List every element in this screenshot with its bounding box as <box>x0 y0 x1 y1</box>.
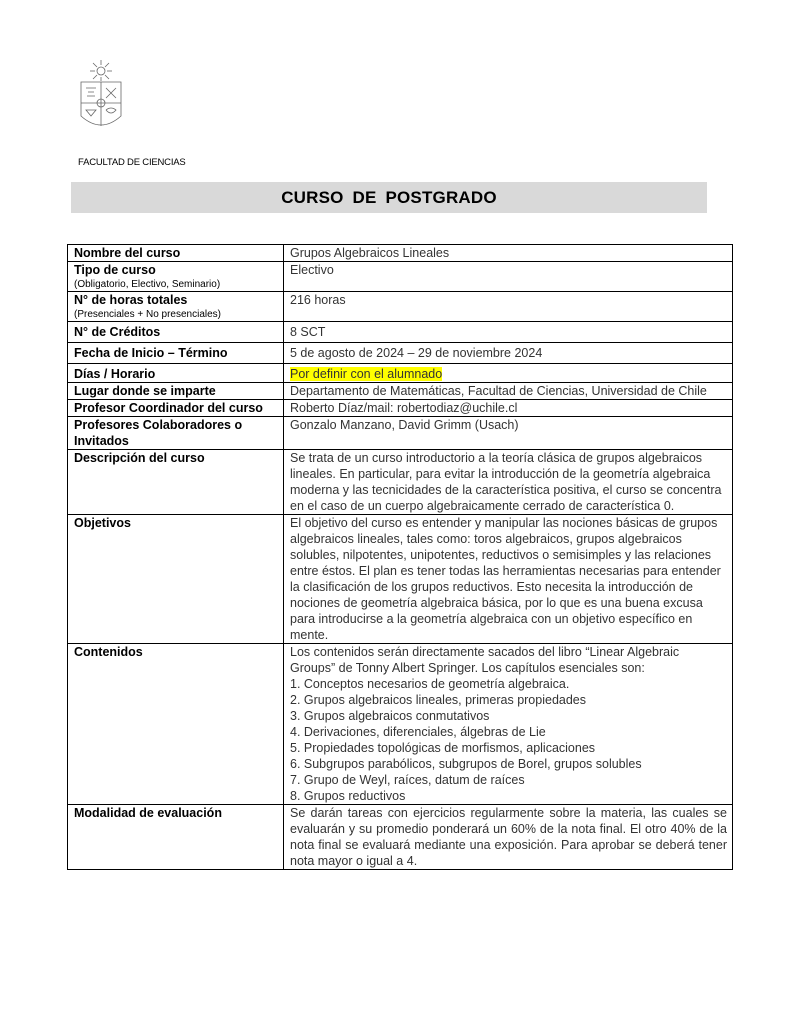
list-item: 1. Conceptos necesarios de geometría algebraica. <box>290 677 570 691</box>
row-label <box>68 805 284 870</box>
row-label <box>68 322 284 343</box>
label-text: Lugar donde se imparte <box>74 384 216 398</box>
row-value: Departamento de Matemáticas, Facultad de Ciencias, Universidad de Chile <box>284 383 733 400</box>
label-text: Objetivos <box>74 516 131 530</box>
row-label <box>68 644 284 805</box>
table-row <box>68 400 733 417</box>
label-text: Modalidad de evaluación <box>74 806 222 820</box>
label-text: Contenidos <box>74 645 143 659</box>
list-item: 6. Subgrupos parabólicos, subgrupos de Borel, grupos solubles <box>290 757 642 771</box>
list-item: 8. Grupos reductivos <box>290 789 406 803</box>
row-value <box>284 364 733 383</box>
row-label <box>68 515 284 644</box>
row-value: Se trata de un curso introductorio a la teoría clásica de grupos algebraicos lineales. En particular, para evitar la introducción de la geometría algebraica moderna y las tecnicidades de la característica positiva, el curso se concentra en el caso de un cuerpo algebraicamente cerrado de característica 0. <box>284 450 733 515</box>
row-label <box>68 417 284 450</box>
row-label <box>68 364 284 383</box>
table-row <box>68 450 733 515</box>
row-value: Electivo <box>284 262 733 292</box>
list-item: 5. Propiedades topológicas de morfismos, aplicaciones <box>290 741 596 755</box>
row-label <box>68 262 284 292</box>
row-value: Gonzalo Manzano, David Grimm (Usach) <box>284 417 733 450</box>
label-text: Descripción del curso <box>74 451 205 465</box>
list-item: 4. Derivaciones, diferenciales, álgebras de Lie <box>290 725 546 739</box>
table-row <box>68 322 733 343</box>
row-label <box>68 292 284 322</box>
faculty-name: FACULTAD DE CIENCIAS <box>78 157 186 168</box>
table-row <box>68 805 733 870</box>
label-text: N° de Créditos <box>74 325 161 339</box>
row-value: 8 SCT <box>284 322 733 343</box>
contents-intro: Los contenidos serán directamente sacados del libro “Linear Algebraic Groups” de Tonny Albert Springer. Los capítulos esenciales son: <box>290 645 680 675</box>
title-banner <box>71 182 707 213</box>
page-title: CURSO DE POSTGRADO <box>281 187 497 207</box>
row-label <box>68 245 284 262</box>
table-row <box>68 245 733 262</box>
row-value: El objetivo del curso es entender y manipular las nociones básicas de grupos algebraicos lineales, tales como: toros algebraicos, grupos algebraicos solubles, nilpotentes, unipotentes, reductivos o semisimples y las relaciones entre éstos. El plan es tener todas las herramientas necesarias para entender la clasificación de los grupos reductivos. Esto necesita la introducción de nociones de geometría algebraica básica, por lo que es una buena excusa para introducirse a la geometría algebraica con un objetivo específico en mente. <box>284 515 733 644</box>
label-hint: (Presenciales + No presenciales) <box>74 309 222 320</box>
row-label <box>68 400 284 417</box>
table-row <box>68 292 733 322</box>
list-item: 3. Grupos algebraicos conmutativos <box>290 709 490 723</box>
row-value: Roberto Díaz/mail: robertodiaz@uchile.cl <box>284 400 733 417</box>
label-text: Nombre del curso <box>74 246 181 260</box>
row-value <box>284 644 733 805</box>
table-row <box>68 262 733 292</box>
course-info-table <box>67 244 733 870</box>
university-seal-logo <box>78 58 124 134</box>
table-row <box>68 417 733 450</box>
row-value: 216 horas <box>284 292 733 322</box>
label-text: Tipo de curso <box>74 263 156 277</box>
label-text: Fecha de Inicio – Término <box>74 346 228 360</box>
label-text: Profesor Coordinador del curso <box>74 401 263 415</box>
list-item: 2. Grupos algebraicos lineales, primeras propiedades <box>290 693 586 707</box>
row-value: Se darán tareas con ejercicios regularmente sobre la materia, las cuales se evaluarán y su promedio ponderará un 60% de la nota final. El otro 40% de la nota final se evaluará mediante una exposición. Para aprobar se deberá tener nota mayor o igual a 4. <box>284 805 733 870</box>
table-row <box>68 644 733 805</box>
highlighted-value: Por definir con el alumnado <box>290 367 443 381</box>
table-row <box>68 383 733 400</box>
table-row <box>68 343 733 364</box>
label-text: N° de horas totales <box>74 293 188 307</box>
row-label <box>68 450 284 515</box>
label-hint: (Obligatorio, Electivo, Seminario) <box>74 279 221 290</box>
list-item: 7. Grupo de Weyl, raíces, datum de raíces <box>290 773 525 787</box>
table-row <box>68 515 733 644</box>
label-text: Profesores Colaboradores o Invitados <box>74 418 243 448</box>
table-row <box>68 364 733 383</box>
row-label <box>68 343 284 364</box>
row-value: 5 de agosto de 2024 – 29 de noviembre 2024 <box>284 343 733 364</box>
label-text: Días / Horario <box>74 367 156 381</box>
row-value: Grupos Algebraicos Lineales <box>284 245 733 262</box>
row-label <box>68 383 284 400</box>
